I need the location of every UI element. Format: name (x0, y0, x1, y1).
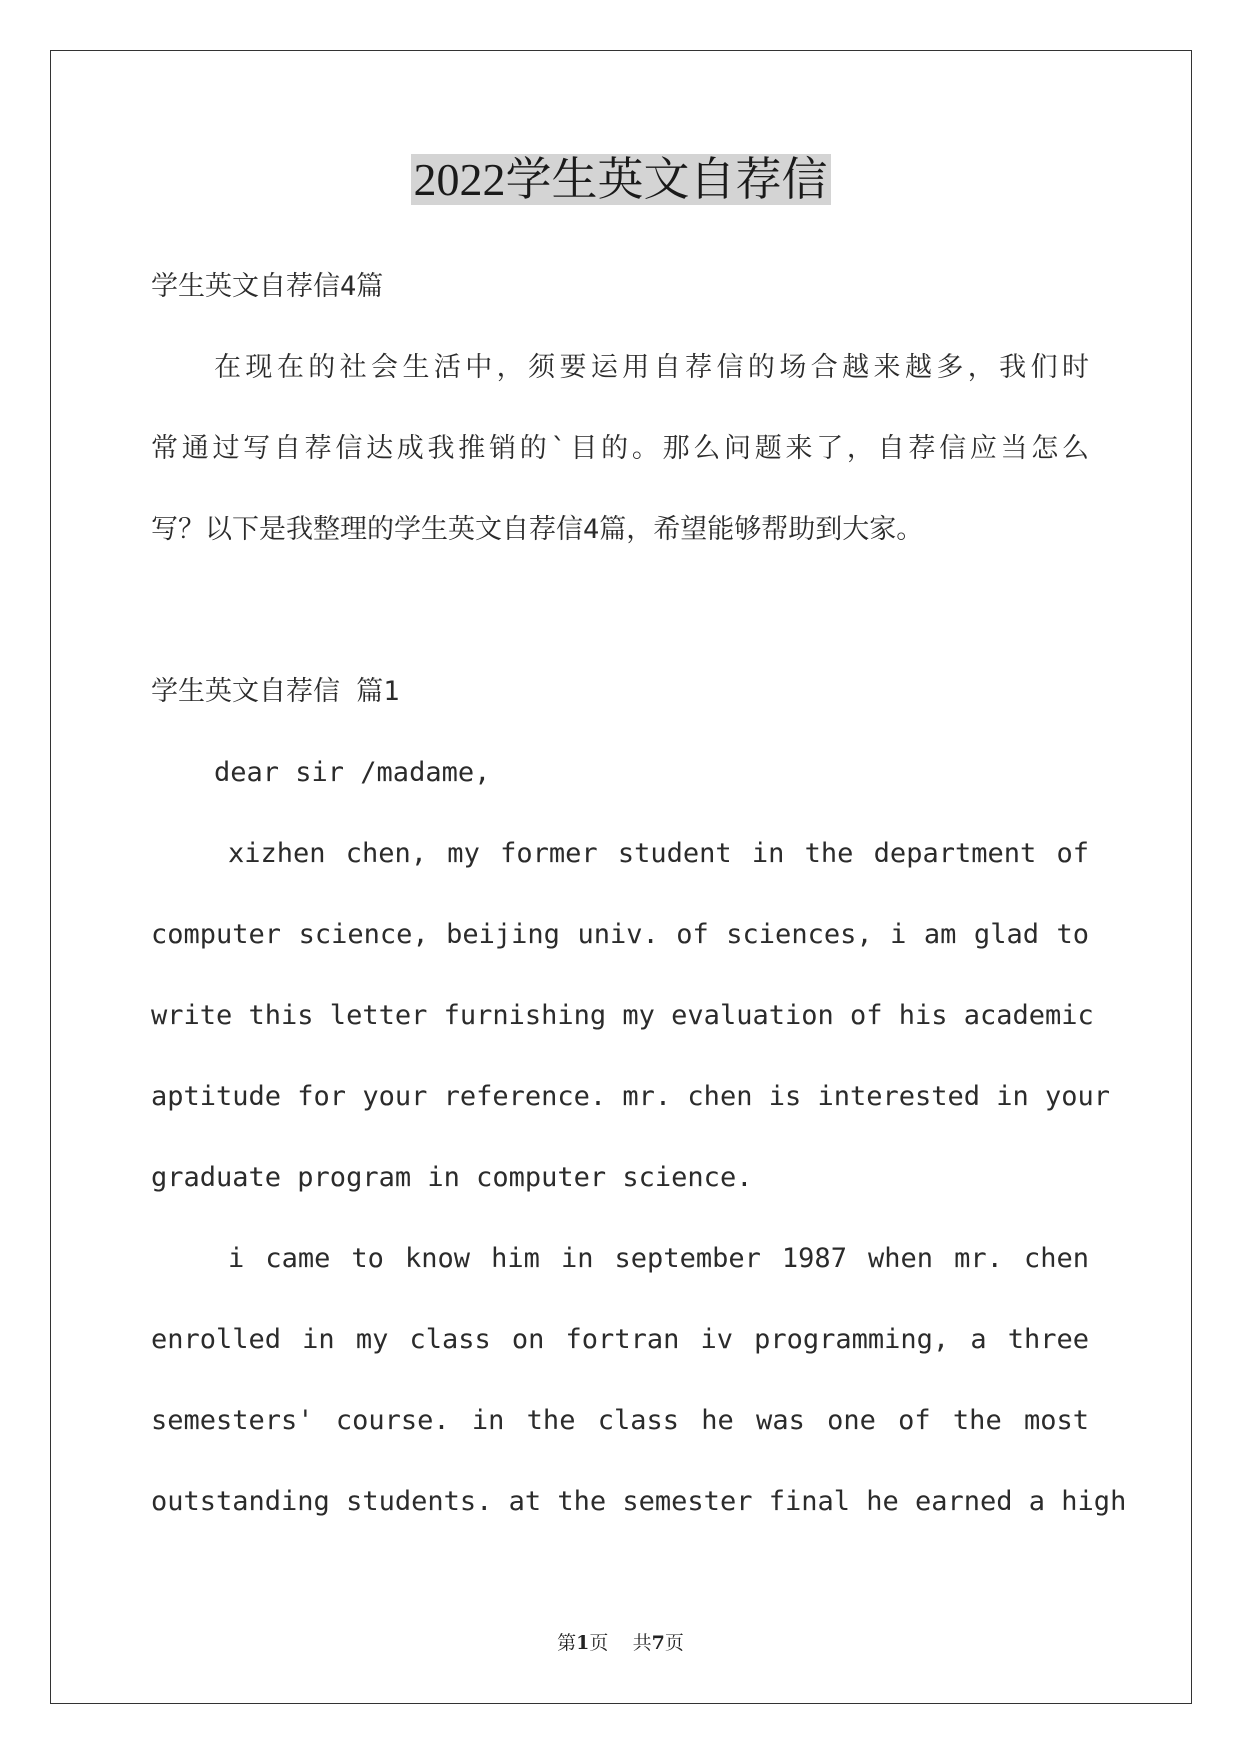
page-number: 1 (576, 1632, 590, 1654)
paragraph-line: outstanding students. at the semester final he earned a high (151, 1486, 1127, 1517)
document-title (0, 150, 1241, 210)
total-pages: 7 (651, 1632, 665, 1654)
document-title-text: 2022学生英文自荐信 (411, 154, 831, 205)
blank-line (151, 591, 1089, 672)
paragraph-line: computer science, beijing univ. of sciences, i am glad to (151, 919, 1089, 950)
intro-line: 写？以下是我整理的学生英文自荐信4篇，希望能够帮助到大家。 (151, 514, 924, 545)
paragraph-line: i came to know him in september 1987 when mr. chen (228, 1243, 1089, 1274)
paragraph-line: semesters' course. in the class he was one of the most (151, 1405, 1089, 1436)
total-prefix: 共 (632, 1632, 652, 1654)
page-suffix: 页 (589, 1632, 609, 1654)
page-footer (0, 1628, 1241, 1655)
paragraph-line: enrolled in my class on fortran iv programming, a three (151, 1324, 1089, 1355)
document-subtitle: 学生英文自荐信4篇 (151, 271, 384, 302)
paragraph-line: xizhen chen, my former student in the department of (228, 838, 1089, 869)
total-suffix: 页 (664, 1632, 684, 1654)
paragraph-line: aptitude for your reference. mr. chen is interested in your (151, 1081, 1111, 1112)
paragraph-line: graduate program in computer science. (151, 1162, 753, 1193)
intro-line: 常通过写自荐信达成我推销的`目的。那么问题来了，自荐信应当怎么 (151, 433, 1089, 464)
page-prefix: 第 (557, 1632, 577, 1654)
salutation: dear sir /madame, (214, 757, 491, 788)
document-body (151, 267, 1127, 1563)
paragraph-line: write this letter furnishing my evaluation of his academic (151, 1000, 1094, 1031)
intro-line: 在现在的社会生活中，须要运用自荐信的场合越来越多，我们时 (214, 352, 1089, 383)
section-heading: 学生英文自荐信 篇1 (151, 676, 400, 707)
